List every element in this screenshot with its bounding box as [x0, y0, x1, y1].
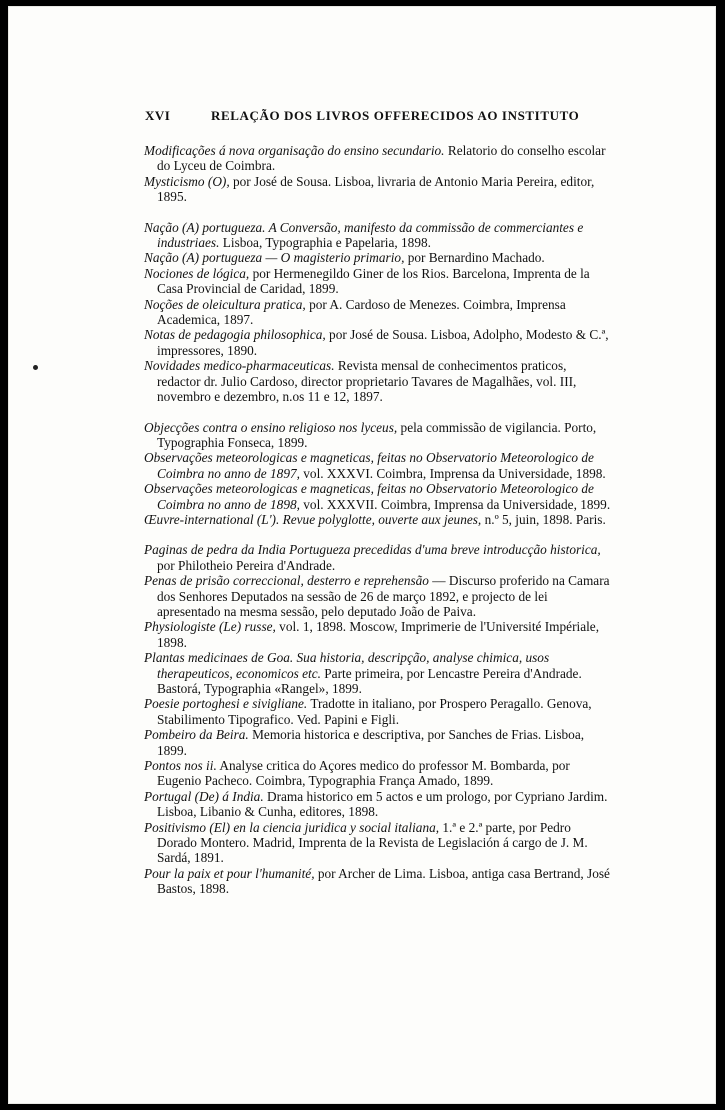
entry-title: Pour la paix et pour l'humanité, — [144, 865, 315, 881]
entry-details: — Discurso proferido na Camara dos Senhores Deputados na sessão de 26 de março 1892, e projecto de lei apresentado na mesma sessão, pelo deputado João de Paiva. — [157, 573, 610, 619]
entry-title: Paginas de pedra da India Portugueza precedidas d'uma breve introducção historica, — [144, 542, 601, 558]
entry-details: n.º 5, juin, 1898. Paris. — [481, 511, 606, 527]
entry-details: por A. Cardoso de Menezes. Coimbra, Imprensa Academica, 1897. — [157, 296, 566, 328]
list-entry — [144, 789, 612, 820]
section-gap — [144, 527, 612, 542]
entry-title: Noções de oleicultura pratica, — [144, 296, 306, 312]
list-entry — [144, 866, 612, 897]
entry-title: Nociones de lógica, — [144, 265, 250, 281]
list-entry — [144, 512, 612, 527]
entry-details: Relatorio do conselho escolar do Lyceu de Coimbra. — [157, 143, 606, 174]
list-entry — [144, 143, 612, 174]
list-entry — [144, 619, 612, 650]
entry-title: Nação (A) portugueza. A Conversão, manifesto da commissão de commerciantes e industriaes. — [144, 219, 584, 251]
entry-details: por José de Sousa. Lisboa, livraria de Antonio Maria Pereira, editor, 1895. — [157, 173, 595, 205]
list-entry — [144, 420, 612, 451]
entry-details: Analyse critica do Açores medico do professor M. Bombarda, por Eugenio Pacheco. Coimbra, Typographia França Amado, 1899. — [157, 758, 570, 789]
list-entry — [144, 650, 612, 696]
entry-title: Nação (A) portugueza — O magisterio primario, — [144, 250, 405, 266]
entry-title: Pontos nos ii. — [144, 758, 217, 774]
section-gap — [144, 205, 612, 220]
page-header — [145, 108, 620, 128]
entry-details: vol. XXXVII. Coimbra, Imprensa da Universidade, 1899. — [299, 496, 611, 512]
list-entry — [144, 174, 612, 205]
entry-title: Mysticismo (O), — [144, 173, 230, 189]
entry-details: por Philotheio Pereira d'Andrade. — [157, 557, 336, 573]
entry-title: Portugal (De) á India. — [144, 788, 264, 804]
list-entry — [144, 758, 612, 789]
entry-details: Tradotte in italiano, por Prospero Peragallo. Genova, Stabilimento Tipografico. Ved. Papini e Figli. — [157, 696, 592, 727]
list-entry — [144, 481, 612, 512]
list-entry — [144, 573, 612, 619]
entry-details: por Hermenegildo Giner de los Rios. Barcelona, Imprenta de la Casa Provincial de Caridad, 1899. — [157, 265, 590, 297]
list-entry — [144, 542, 612, 573]
entry-title: Positivismo (El) en la ciencia juridica y social italiana, — [144, 819, 440, 835]
entry-title: Observações meteorologicas e magneticas, feitas no Observatorio Meteorologico de Coimbra no anno de 1898, — [144, 481, 594, 512]
book-list — [144, 143, 612, 897]
list-entry — [144, 220, 612, 251]
section-gap — [144, 405, 612, 420]
entry-details: Lisboa, Typographia e Papelaria, 1898. — [219, 235, 431, 251]
entry-title: Notas de pedagogia philosophica, — [144, 327, 326, 343]
entry-title: Observações meteorologicas e magneticas, feitas no Observatorio Meteorologico de Coimbra no anno de 1897, — [144, 450, 594, 481]
entry-title: Penas de prisão correccional, desterro e reprehensão — [144, 573, 429, 589]
list-entry — [144, 250, 612, 265]
page-number: XVI — [145, 108, 171, 123]
entry-details: vol. 1, 1898. Moscow, Imprimerie de l'Université Impériale, 1898. — [157, 619, 600, 650]
entry-title: Plantas medicinaes de Goa. Sua historia, descripção, analyse chimica, usos therapeuticos, economicos etc. — [144, 650, 550, 681]
entry-details: Parte primeira, por Lencastre Pereira d'Andrade. Bastorá, Typographia «Rangel», 1899. — [157, 665, 582, 696]
entry-details: pela commissão de vigilancia. Porto, Typographia Fonseca, 1899. — [157, 419, 597, 450]
entry-details: vol. XXXVI. Coimbra, Imprensa da Universidade, 1898. — [299, 465, 606, 481]
entry-title: Objecções contra o ensino religioso nos lyceus, — [144, 419, 398, 435]
entry-details: por José de Sousa. Lisboa, Adolpho, Modesto & C.ª, impressores, 1890. — [157, 327, 609, 358]
entry-title: Poesie portoghesi e sivigliane. — [144, 696, 308, 712]
list-entry — [144, 820, 612, 866]
list-entry — [144, 297, 612, 328]
entry-details: Drama historico em 5 actos e um prologo, por Cypriano Jardim. Lisboa, Libanio & Cunha, editores, 1898. — [157, 788, 608, 820]
list-entry — [144, 266, 612, 297]
entry-title: Œuvre-international (L'). Revue polyglotte, ouverte aux jeunes, — [144, 511, 482, 527]
list-entry — [144, 358, 612, 404]
entry-title: Physiologiste (Le) russe, — [144, 619, 276, 635]
margin-speck — [33, 365, 38, 370]
entry-details: 1.ª e 2.ª parte, por Pedro Dorado Montero. Madrid, Imprenta de la Revista de Legislación á cargo de J. M. Sardá, 1891. — [157, 819, 588, 866]
list-entry — [144, 450, 612, 481]
entry-details: Memoria historica e descriptiva, por Sanches de Frias. Lisboa, 1899. — [157, 727, 585, 758]
entry-details: Revista mensal de conhecimentos praticos, redactor dr. Julio Cardoso, director proprietario Tavares de Magalhães, vol. III, novembro e dezembro, n.os 11 e 12, 1897. — [157, 358, 577, 405]
list-entry — [144, 727, 612, 758]
entry-details: por Bernardino Machado. — [404, 250, 545, 266]
running-title: RELAÇÃO DOS LIVROS OFFERECIDOS AO INSTITUTO — [211, 108, 580, 123]
list-entry — [144, 696, 612, 727]
entry-title: Pombeiro da Beira. — [144, 727, 249, 743]
entry-title: Modificações á nova organisação do ensino secundario. — [144, 143, 445, 158]
list-entry — [144, 327, 612, 358]
entry-details: por Archer de Lima. Lisboa, antiga casa Bertrand, José Bastos, 1898. — [157, 865, 610, 897]
entry-title: Novidades medico-pharmaceuticas. — [144, 358, 335, 374]
